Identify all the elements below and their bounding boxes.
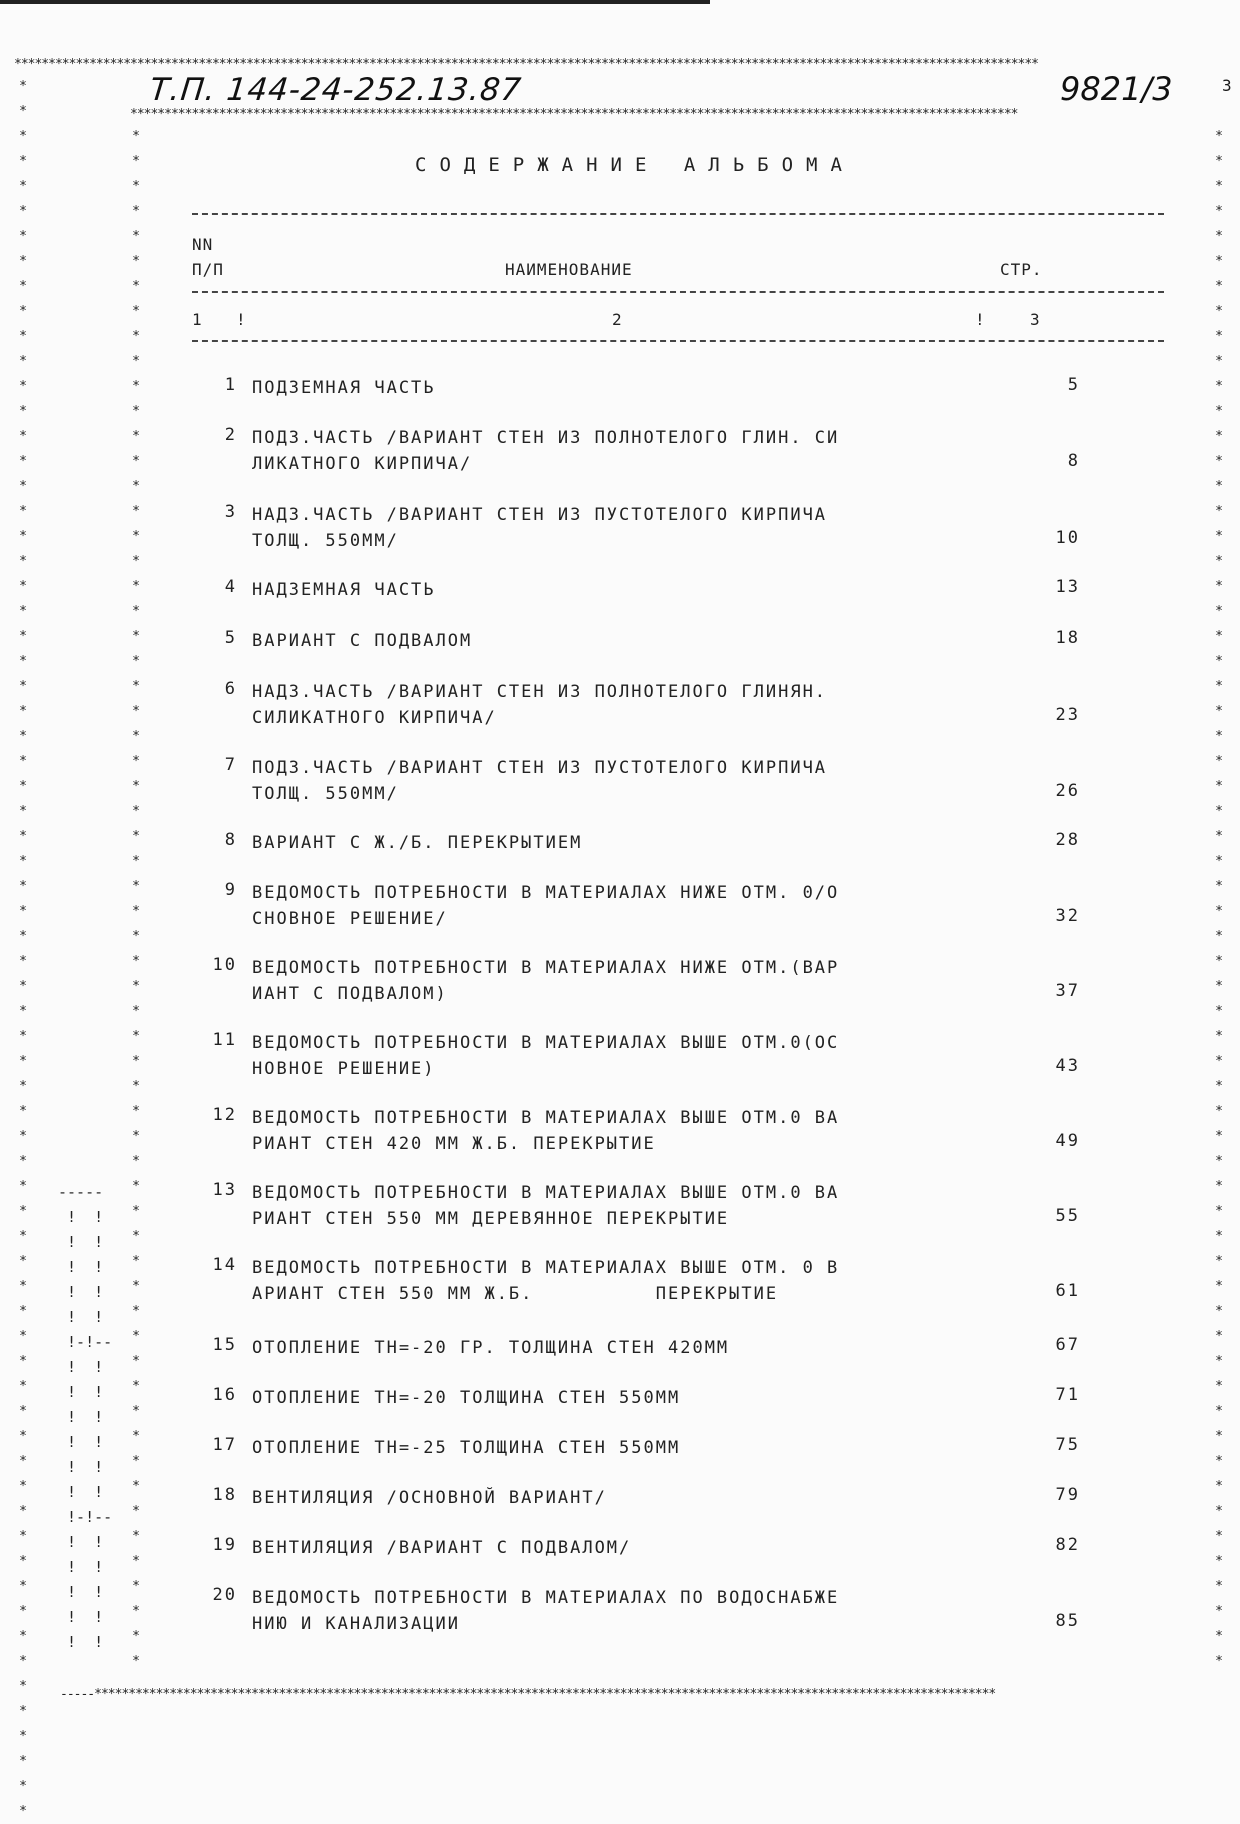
col-index-3: 3 [1030,310,1041,329]
entry-title [252,1255,1012,1307]
entry-title-line2: СИЛИКАТНОГО КИРПИЧА/ [252,708,497,728]
entry-page: 8 [1067,451,1080,471]
entry-title-line2: ИАНТ С ПОДВАЛОМ) [252,984,448,1004]
sheet-code: 9821/3 [1060,70,1173,108]
entry-title [252,1385,1012,1411]
entry-page: 43 [1055,1056,1080,1076]
entry-title-line2: ТОЛЩ. 550ММ/ [252,531,399,551]
entry-title [252,577,1012,603]
entry-page: 13 [1055,577,1080,597]
entry-title-line1: НАДЗ.ЧАСТЬ /ВАРИАНТ СТЕН ИЗ ПОЛНОТЕЛОГО ГЛИНЯН. [252,682,828,702]
margin-stamp-lines: ----- ! ! ! ! ! ! ! ! ! ! !-!-- ! ! ! ! ! ! ! ! ! ! ! ! !-!-- ! ! ! ! ! ! ! ! ! ! [58,1183,113,1651]
entry-title [252,955,1012,1007]
entry-page: 32 [1055,906,1080,926]
entry-number: 12 [212,1105,237,1125]
entry-title-line2: ЛИКАТНОГО КИРПИЧА/ [252,454,473,474]
entry-page: 26 [1055,781,1080,801]
col-name-label: НАИМЕНОВАНИЕ [505,260,633,279]
entry-page: 5 [1067,375,1080,395]
entry-title [252,1535,1012,1561]
entry-number: 6 [224,679,237,699]
entry-number: 5 [224,628,237,648]
entry-title [252,1585,1012,1637]
entry-title [252,1030,1012,1082]
page-number: 3 [1222,76,1232,95]
entry-title-line1: ВЕНТИЛЯЦИЯ /ВАРИАНТ С ПОДВАЛОМ/ [252,1538,632,1558]
entry-title-line1: ПОДЗ.ЧАСТЬ /ВАРИАНТ СТЕН ИЗ ПУСТОТЕЛОГО КИРПИЧА [252,758,828,778]
entry-page: 10 [1055,528,1080,548]
entry-title-line1: ВЕДОМОСТЬ ПОТРЕБНОСТИ В МАТЕРИАЛАХ ВЫШЕ ОТМ.0(ОС [252,1033,840,1053]
entry-title-line1: ВАРИАНТ С ПОДВАЛОМ [252,631,473,651]
entry-page: 71 [1055,1385,1080,1405]
star-border-left-outer: ********************************************************************** [19,79,27,1819]
entry-number: 2 [224,425,237,445]
entry-page: 67 [1055,1335,1080,1355]
entry-title [252,1435,1012,1461]
entry-page: 23 [1055,705,1080,725]
entry-number: 11 [212,1030,237,1050]
entry-page: 61 [1055,1281,1080,1301]
entry-title [252,1105,1012,1157]
col-page-label: СТР. [1000,260,1043,279]
entry-title-line1: ПОДЗ.ЧАСТЬ /ВАРИАНТ СТЕН ИЗ ПОЛНОТЕЛОГО ГЛИН. СИ [252,428,840,448]
entry-title [252,880,1012,932]
entry-title-line1: ВЕДОМОСТЬ ПОТРЕБНОСТИ В МАТЕРИАЛАХ НИЖЕ ОТМ.(ВАР [252,958,840,978]
entry-title [252,1180,1012,1232]
entry-title [252,755,1012,807]
entry-number: 10 [212,955,237,975]
entry-number: 15 [212,1335,237,1355]
entry-number: 8 [224,830,237,850]
entry-number: 17 [212,1435,237,1455]
page-title: СОДЕРЖАНИЕ АЛЬБОМА [415,154,855,176]
entry-number: 1 [224,375,237,395]
entry-title-line1: ВЕНТИЛЯЦИЯ /ОСНОВНОЙ ВАРИАНТ/ [252,1488,607,1508]
star-border-left-inner: ************************************************************** [132,129,140,1669]
entry-title-line2: ТОЛЩ. 550ММ/ [252,784,399,804]
entry-page: 55 [1055,1206,1080,1226]
entry-page: 82 [1055,1535,1080,1555]
entry-title-line2: СНОВНОЕ РЕШЕНИЕ/ [252,909,448,929]
entry-page: 37 [1055,981,1080,1001]
entry-title-line1: ВЕДОМОСТЬ ПОТРЕБНОСТИ В МАТЕРИАЛАХ ВЫШЕ ОТМ. 0 В [252,1258,840,1278]
entry-title-line1: НАДЗЕМНАЯ ЧАСТЬ [252,580,436,600]
col-index-1: 1 [192,310,203,329]
entry-title-line1: ВАРИАНТ С Ж./Б. ПЕРЕКРЫТИЕМ [252,833,583,853]
entry-number: 3 [224,502,237,522]
entry-number: 20 [212,1585,237,1605]
entry-title-line2: РИАНТ СТЕН 420 ММ Ж.Б. ПЕРЕКРЫТИЕ [252,1134,656,1154]
entry-page: 28 [1055,830,1080,850]
entry-number: 18 [212,1485,237,1505]
col-separator: ! [975,310,986,329]
header-rule-top [192,213,1164,215]
entry-page: 85 [1055,1611,1080,1631]
entry-number: 14 [212,1255,237,1275]
entry-title-line2: НОВНОЕ РЕШЕНИЕ) [252,1059,436,1079]
entry-title-line1: ОТОПЛЕНИЕ ТН=-20 ТОЛЩИНА СТЕН 550ММ [252,1388,681,1408]
entry-title-line2: РИАНТ СТЕН 550 ММ ДЕРЕВЯННОЕ ПЕРЕКРЫТИЕ [252,1209,730,1229]
star-border-bottom: -----************************************************************************************************************************************ [60,1687,996,1702]
header-rule-bottom [192,340,1164,342]
entry-number: 19 [212,1535,237,1555]
entry-number: 16 [212,1385,237,1405]
entry-title-line1: НАДЗ.ЧАСТЬ /ВАРИАНТ СТЕН ИЗ ПУСТОТЕЛОГО КИРПИЧА [252,505,828,525]
star-border-right: ************************************************************** [1215,129,1223,1669]
col-num-label-1: NN [192,235,214,254]
entry-number: 9 [224,880,237,900]
entry-title [252,679,1012,731]
entry-page: 49 [1055,1131,1080,1151]
entry-title [252,502,1012,554]
entry-title-line1: ОТОПЛЕНИЕ ТН=-25 ТОЛЩИНА СТЕН 550ММ [252,1438,681,1458]
col-separator: ! [236,310,247,329]
entry-page: 75 [1055,1435,1080,1455]
entry-title-line1: ВЕДОМОСТЬ ПОТРЕБНОСТИ В МАТЕРИАЛАХ ВЫШЕ ОТМ.0 ВА [252,1108,840,1128]
entry-title [252,830,1012,856]
entry-page: 18 [1055,628,1080,648]
entry-title [252,425,1012,477]
star-border-under-header: ********************************************************************************************************************************** [130,107,1018,122]
entry-title-line1: ВЕДОМОСТЬ ПОТРЕБНОСТИ В МАТЕРИАЛАХ НИЖЕ ОТМ. 0/О [252,883,840,903]
entry-title-line2: АРИАНТ СТЕН 550 ММ Ж.Б. ПЕРЕКРЫТИЕ [252,1284,779,1304]
entry-number: 4 [224,577,237,597]
entry-title [252,628,1012,654]
entry-number: 13 [212,1180,237,1200]
entry-title-line1: ОТОПЛЕНИЕ ТН=-20 ГР. ТОЛЩИНА СТЕН 420ММ [252,1338,730,1358]
entry-number: 7 [224,755,237,775]
col-num-label-2: П/П [192,260,224,279]
entry-title [252,1485,1012,1511]
entry-title-line1: ПОДЗЕМНАЯ ЧАСТЬ [252,378,436,398]
col-index-2: 2 [612,310,623,329]
header-rule-middle [192,291,1164,293]
document-code: Т.П. 144-24-252.13.87 [148,72,524,108]
entry-title [252,375,1012,401]
entry-page: 79 [1055,1485,1080,1505]
entry-title-line2: НИЮ И КАНАЛИЗАЦИИ [252,1614,460,1634]
entry-title-line1: ВЕДОМОСТЬ ПОТРЕБНОСТИ В МАТЕРИАЛАХ ПО ВОДОСНАБЖЕ [252,1588,840,1608]
entry-title [252,1335,1012,1361]
scan-top-edge [0,0,710,4]
entry-title-line1: ВЕДОМОСТЬ ПОТРЕБНОСТИ В МАТЕРИАЛАХ ВЫШЕ ОТМ.0 ВА [252,1183,840,1203]
star-border-top: ****************************************************************************************************************************************************** [14,57,1038,72]
